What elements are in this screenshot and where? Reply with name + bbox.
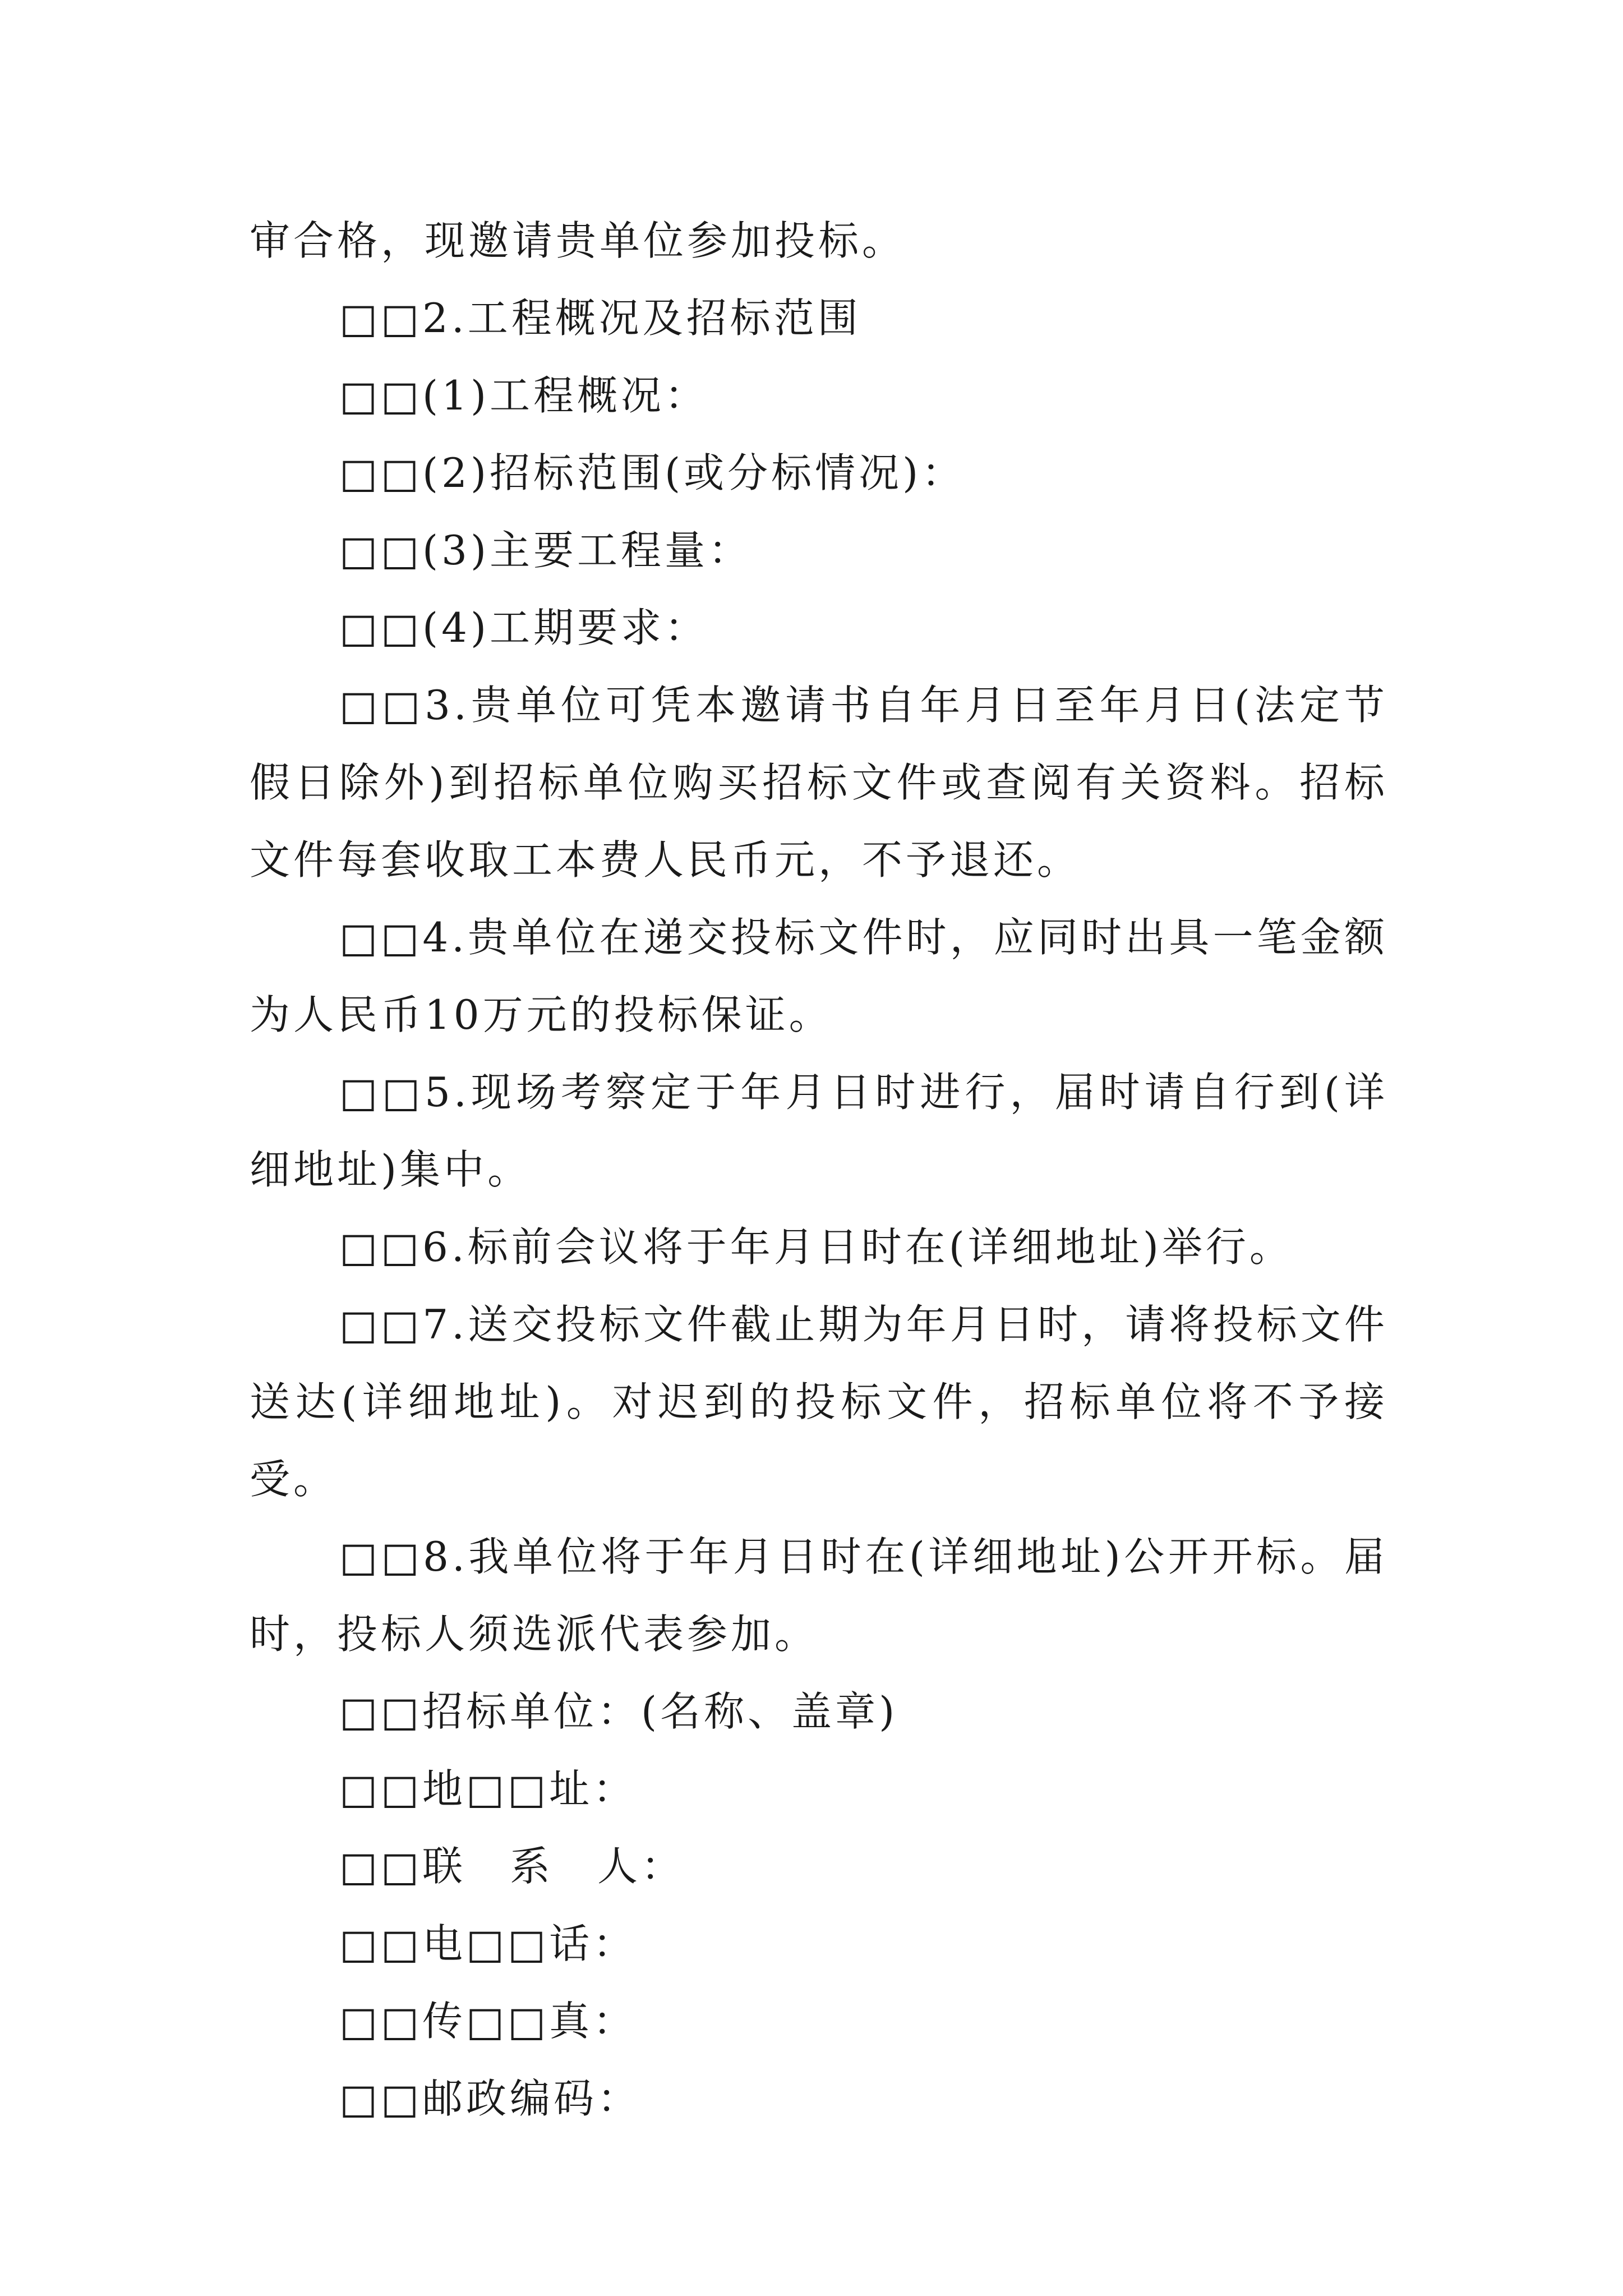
section-2-heading: □□2.工程概况及招标范围 xyxy=(339,295,861,342)
document-page xyxy=(250,202,1388,2137)
item-main-quantities: □□(3)主要工程量： xyxy=(339,527,753,574)
contact-issuer: □□招标单位：(名称、盖章) xyxy=(339,1688,898,1735)
section-8-paragraph: □□8.我单位将于年月日时在(详细地址)公开开标。届时，投标人须选派代表参加。 xyxy=(250,1533,1388,1658)
item-bidding-scope: □□(2)招标范围(或分标情况)： xyxy=(339,449,966,496)
contact-address: □□地□□址： xyxy=(339,1765,637,1812)
contact-phone: □□电□□话： xyxy=(339,1920,637,1967)
item-schedule: □□(4)工期要求： xyxy=(339,604,709,651)
item-project-overview: □□(1)工程概况： xyxy=(339,372,709,419)
section-7-paragraph: □□7.送交投标文件截止期为年月日时，请将投标文件送达(详细地址)。对迟到的投标文件，招标单位将不予接受。 xyxy=(250,1301,1388,1503)
section-3-paragraph: □□3.贵单位可凭本邀请书自年月日至年月日(法定节假日除外)到招标单位购买招标文件或查阅有关资料。招标文件每套收取工本费人民币元，不予退还。 xyxy=(250,682,1388,884)
contact-postcode: □□邮政编码： xyxy=(339,2075,642,2122)
paragraph-intro-continuation: 审合格，现邀请贵单位参加投标。 xyxy=(250,217,906,264)
section-4-paragraph: □□4.贵单位在递交投标文件时，应同时出具一笔金额为人民币10万元的投标保证。 xyxy=(250,914,1388,1038)
section-5-paragraph: □□5.现场考察定于年月日时进行，届时请自行到(详细地址)集中。 xyxy=(250,1069,1388,1193)
contact-person: □□联 系 人： xyxy=(339,1843,685,1890)
contact-fax: □□传□□真： xyxy=(339,1998,637,2045)
section-6-paragraph: □□6.标前会议将于年月日时在(详细地址)举行。 xyxy=(339,1223,1293,1271)
